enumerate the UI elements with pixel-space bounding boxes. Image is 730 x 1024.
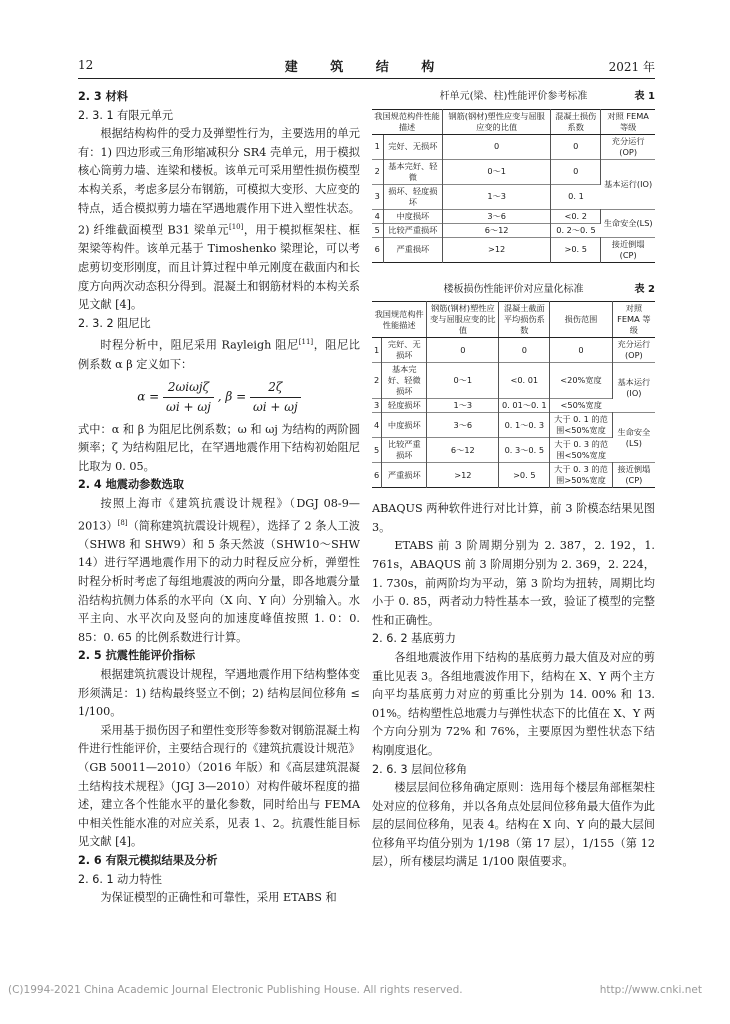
table-cell: 1 <box>372 134 383 159</box>
table-cell: 6 <box>372 237 383 262</box>
table-cell: 大于 0. 3 的范围>50%宽度 <box>550 463 612 488</box>
table-2 <box>372 301 655 488</box>
table-cell: 0 <box>499 338 550 363</box>
table-cell: 0 <box>443 134 551 159</box>
citation: [8] <box>117 518 128 527</box>
left-column <box>78 88 360 908</box>
table-header-cell: 对照 FEMA 等级 <box>612 302 655 338</box>
table-cell: 中度损坏 <box>383 209 443 223</box>
paragraph: 按照上海市《建筑抗震设计规程》（DGJ 08-9—2013）[8]（简称建筑抗震设计规程），选择了 2 条人工波（SHW8 和 SHW9）和 5 条天然波（SHW10～SHW 14）进行罕遇地震作用下的动力时程反应分析，弹塑性时程分析时考虑了每组地震波的两向分量，即各地震分量沿结构抗侧力体系的水平向（X 向、Y 向）分别输入。水平主向、水平次向及竖向的加速度峰值按照 1. 0：0. 85：0. 65 的比例系数进行计算。 <box>78 496 360 644</box>
table-cell: 比较严重损坏 <box>382 438 427 463</box>
subsection-heading: 2. 3. 2 阻尼比 <box>78 316 151 330</box>
table-cell: 1～3 <box>427 399 499 413</box>
table-cell: >0. 5 <box>499 463 550 488</box>
paragraph: 各组地震波作用下结构的基底剪力最大值及对应的剪重比见表 3。各组地震波作用下，结构在 X、Y 两个主方向平均基底剪力对应的剪重比分别为 14. 00% 和 13. 01%。结构塑性总地震力与弹性状态下的比值在 X、Y 两个方向分别为 72% 和 76%，主要原因为塑性状态下结构刚度退化。 <box>372 650 655 757</box>
table-cell: 3～6 <box>427 413 499 438</box>
page-number: 12 <box>78 58 94 72</box>
table-cell: 1～3 <box>443 184 551 209</box>
table-cell: 0. 3～0. 5 <box>499 438 550 463</box>
header-rule <box>78 78 655 79</box>
paragraph: ABAQUS 两种软件进行对比计算，前 3 阶模态结果见图 3。 <box>372 502 655 534</box>
section-heading: 2. 5 抗震性能评价指标 <box>78 649 196 663</box>
footer-link[interactable]: http://www.cnki.net <box>599 984 702 996</box>
paragraph: 楼层层间位移角确定原则：选用每个楼层角部框架柱处对应的位移角，并以各角点处层间位移角最大值作为此层的层间位移角，见表 4。结构在 X 向、Y 向的最大层间位移角平均值分别为 1/198（第 17 层），1/155（第 12 层），所有楼层均满足 1/100 限值要求。 <box>372 781 655 869</box>
table-cell: 0. 2～0. 5 <box>551 223 601 237</box>
table-cell: 0. 01～0. 1 <box>499 399 550 413</box>
right-column <box>372 88 655 872</box>
table-row <box>372 463 655 488</box>
table-cell: 损坏、轻度损坏 <box>383 184 443 209</box>
table-cell: <50%宽度 <box>550 399 612 413</box>
table-cell: 严重损坏 <box>383 237 443 262</box>
section-heading: 2. 3 材料 <box>78 90 128 103</box>
table-header-cell: 我国规范构件性能描述 <box>372 302 427 338</box>
table-cell: 0～1 <box>443 159 551 184</box>
paragraph: 为保证模型的正确性和可靠性，采用 ETABS 和 <box>100 891 337 905</box>
journal-year: 2021 年 <box>608 60 655 74</box>
table-cell: 基本完好、轻微损坏 <box>382 363 427 399</box>
table-cell: 生命安全(LS) <box>601 209 655 237</box>
table-cell: 充分运行(OP) <box>612 338 655 363</box>
table-cell: 5 <box>372 223 383 237</box>
table-header-cell: 混凝土截面平均损伤系数 <box>499 302 550 338</box>
page-header <box>78 56 655 76</box>
table-cell: 生命安全(LS) <box>612 413 655 463</box>
table-header-cell: 钢筋(钢材)塑性应变与屈服应变的比值 <box>443 109 551 134</box>
table-cell: 0 <box>551 134 601 159</box>
table-cell: >12 <box>443 237 551 262</box>
table-header-cell: 我国规范构件性能描述 <box>372 109 443 134</box>
rayleigh-equation: α = $\frac{\text{2ωiωjζ}}{\omega i + \omega j}$ , β = $\frac{2\zeta}{\omega i + \omega j}$ <box>78 378 360 416</box>
table-cell: 轻度损坏 <box>382 399 427 413</box>
table-cell: 0. 1 <box>551 184 601 209</box>
table-cell: 大于 0. 1 的范围<50%宽度 <box>550 413 612 438</box>
table-cell: 接近倒塌(CP) <box>612 463 655 488</box>
table-cell: 基本运行(IO) <box>601 159 655 209</box>
table-cell: 基本完好、轻微 <box>383 159 443 184</box>
subsection-heading: 2. 6. 3 层间位移角 <box>372 762 468 776</box>
paragraph: 采用基于损伤因子和塑性变形等参数对钢筋混凝土构件进行性能评价，主要结合现行的《建筑抗震设计规范》（GB 50011—2010）（2016 年版）和《高层建筑混凝土结构技术规程》（JGJ 3—2010）对构件破坏程度的描述，建立各个性能水平的量化参数，同时给出与 FEMA 中相关性能水准的对应关系，见表 1、2。抗震性能目标见文献 [4]。 <box>78 723 360 849</box>
paragraph: 根据结构构件的受力及弹塑性行为，主要选用的单元有：1) 四边形或三角形缩减积分 SR4 壳单元，用于模拟核心筒剪力墙、连梁和楼板。该单元可采用塑性损伤模型本构关系，考虑多层分布钢筋，可模拟大变形、大应变的特点，适合模拟剪力墙在罕遇地震作用下进入塑性状态。2) 纤维截面模型 B31 梁单元[10]，用于模拟框架柱、框架梁等构件。该单元基于 Timoshenko 梁理论，可以考虑剪切变形刚度，而且计算过程中单元刚度在截面内和长度方向两次动态积分得到。混凝土和钢筋材料的本构关系见文献 [4]。 <box>78 127 360 312</box>
table-row <box>372 209 655 223</box>
paragraph: 式中：α 和 β 为阻尼比例系数；ω 和 ωj 为结构的两阶圆频率；ζ 为结构阻尼比，在罕遇地震作用下结构初始阻尼比取为 0. 05。 <box>78 422 360 473</box>
paragraph: 根据建筑抗震设计规程，罕遇地震作用下结构整体变形须满足：1) 结构最终竖立不倒；2) 结构层间位移角 ≤ 1/100。 <box>78 668 360 719</box>
citation: [11] <box>298 338 314 347</box>
table-cell: >12 <box>427 463 499 488</box>
paragraph: ETABS 前 3 阶周期分别为 2. 387，2. 192，1. 761s，ABAQUS 前 3 阶周期分别为 2. 369，2. 224，1. 730s，前两阶均为平动，第 3 阶均为扭转，周期比均小于 0. 85，两者动力特性基本一致，验证了模型的完整性和正确性。 <box>372 539 655 627</box>
table-cell: 3～6 <box>443 209 551 223</box>
table-row <box>372 134 655 159</box>
table-cell: 6～12 <box>427 438 499 463</box>
table-cell: >0. 5 <box>551 237 601 262</box>
citation: [10] <box>229 223 244 232</box>
table-cell: 2 <box>372 159 383 184</box>
table-cell: 2 <box>372 363 382 399</box>
table-header-cell: 损伤范围 <box>550 302 612 338</box>
table-cell: 完好、无损坏 <box>383 134 443 159</box>
table-cell: 接近倒塌(CP) <box>601 237 655 262</box>
journal-title: 建 筑 结 构 <box>284 60 449 75</box>
table-caption: 杆单元(梁、柱)性能评价参考标准 表 1 <box>439 91 655 102</box>
table-cell: 严重损坏 <box>382 463 427 488</box>
table-row <box>372 363 655 399</box>
table-cell: 6～12 <box>443 223 551 237</box>
table-cell: 基本运行(IO) <box>612 363 655 413</box>
section-heading: 2. 6 有限元模拟结果及分析 <box>78 853 218 867</box>
table-1 <box>372 109 655 263</box>
subsection-heading: 2. 6. 2 基底剪力 <box>372 632 456 646</box>
table-header-cell: 钢筋(钢材)塑性应变与屈服应变的比值 <box>427 302 499 338</box>
subsection-heading: 2. 6. 1 动力特性 <box>78 872 162 886</box>
table-caption: 楼板损伤性能评价对应量化标准 表 2 <box>443 283 655 295</box>
section-heading: 2. 4 地震动参数选取 <box>78 478 184 492</box>
table-row <box>372 413 655 438</box>
copyright-text: (C)1994-2021 China Academic Journal Electronic Publishing House. All rights reserved. <box>8 984 463 996</box>
table-cell: 中度损坏 <box>382 413 427 438</box>
table-cell: 6 <box>372 463 382 488</box>
table-cell: 充分运行(OP) <box>601 134 655 159</box>
table-cell: 4 <box>372 209 383 223</box>
table-cell: 0～1 <box>427 363 499 399</box>
paragraph: 时程分析中，阻尼采用 Rayleigh 阻尼[11]，阻尼比例系数 α β 定义如下： <box>78 338 360 371</box>
table-cell: <0. 2 <box>551 209 601 223</box>
table-cell: 0 <box>550 338 612 363</box>
table-cell: 0. 1～0. 3 <box>499 413 550 438</box>
table-row <box>372 237 655 262</box>
table-cell: <0. 01 <box>499 363 550 399</box>
table-header-cell: 对照 FEMA 等级 <box>601 109 655 134</box>
table-cell: 1 <box>372 338 382 363</box>
table-cell: 5 <box>372 438 382 463</box>
table-cell: 3 <box>372 184 383 209</box>
table-cell: 大于 0. 3 的范围<50%宽度 <box>550 438 612 463</box>
table-cell: 4 <box>372 413 382 438</box>
table-header-cell: 混凝土损伤系数 <box>551 109 601 134</box>
table-row <box>372 338 655 363</box>
table-cell: 0 <box>427 338 499 363</box>
table-cell: <20%宽度 <box>550 363 612 399</box>
table-cell: 0 <box>551 159 601 184</box>
table-cell: 完好、无损坏 <box>382 338 427 363</box>
table-row <box>372 159 655 184</box>
table-cell: 3 <box>372 399 382 413</box>
copyright-footer <box>0 982 730 1002</box>
table-cell: 比较严重损坏 <box>383 223 443 237</box>
subsection-heading: 2. 3. 1 有限元单元 <box>78 108 174 122</box>
